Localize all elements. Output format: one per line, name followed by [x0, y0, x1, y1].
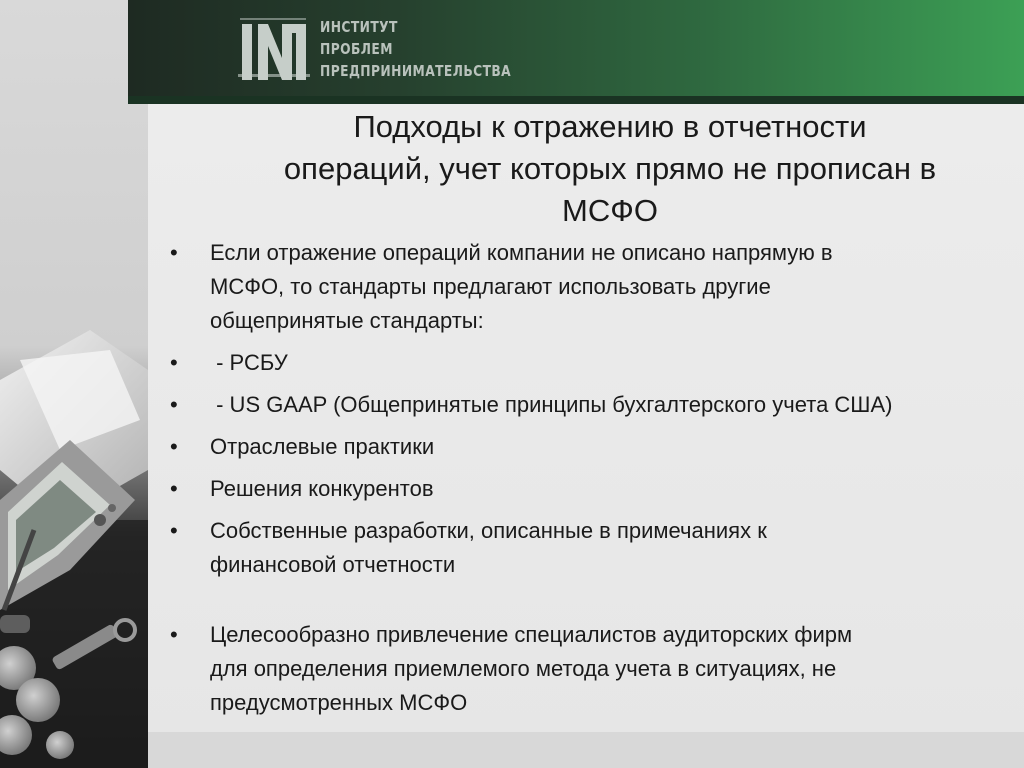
- bullet-text: Отраслевые практики: [210, 434, 435, 459]
- bullet-text: Собственные разработки, описанные в примечаниях к: [210, 518, 767, 543]
- bullet-item: [168, 472, 1008, 506]
- bullet-item: [168, 388, 1008, 422]
- organization-name-line: ИНСТИТУТ: [320, 18, 398, 36]
- bullet-text: финансовой отчетности: [210, 552, 456, 577]
- bullet-text: предусмотренных МСФО: [210, 690, 468, 715]
- bullet-text: общепринятые стандарты:: [210, 308, 484, 333]
- header-divider: [128, 96, 1024, 104]
- bullet-text: МСФО, то стандарты предлагают использовать другие: [210, 274, 771, 299]
- bullet-dot-icon: •: [170, 518, 178, 543]
- bullet-text: Если отражение операций компании не описано напрямую в: [210, 240, 833, 265]
- bullet-text: - РСБУ: [210, 350, 288, 375]
- slide-title-line: Подходы к отражению в отчетности: [353, 109, 867, 144]
- bullet-dot-icon: •: [170, 392, 178, 417]
- bullet-dot-icon: •: [170, 240, 178, 265]
- bullet-text: - US GAAP (Общепринятые принципы бухгалтерского учета США): [210, 392, 893, 417]
- bullet-item: [168, 514, 1008, 582]
- bullet-dot-icon: •: [170, 622, 178, 647]
- slide-title-line: операций, учет которых прямо не прописан в: [283, 151, 937, 186]
- bullet-item: [168, 430, 1008, 464]
- ipp-logo-icon: [238, 14, 310, 86]
- footer-band: [148, 732, 1024, 768]
- bullet-dot-icon: •: [170, 434, 178, 459]
- bullet-text: для определения приемлемого метода учета в ситуациях, не: [210, 656, 837, 681]
- bullet-dot-icon: •: [170, 476, 178, 501]
- bullet-dot-icon: •: [170, 350, 178, 375]
- bullet-text: Целесообразно привлечение специалистов аудиторских фирм: [210, 622, 853, 647]
- bullet-list: [168, 236, 1008, 728]
- slide-title: [200, 106, 1020, 232]
- decorative-photo-strip: [0, 0, 148, 768]
- bullet-item: [168, 346, 1008, 380]
- bullet-item: [168, 236, 1008, 338]
- organization-name-line: ПРЕДПРИНИМАТЕЛЬСТВА: [320, 62, 512, 80]
- bullet-item: [168, 618, 1008, 720]
- organization-name: [320, 16, 553, 82]
- slide-title-line: МСФО: [562, 193, 658, 228]
- office-items-illustration: [0, 0, 148, 768]
- organization-name-line: ПРОБЛЕМ: [320, 40, 393, 58]
- bullet-text: Решения конкурентов: [210, 476, 434, 501]
